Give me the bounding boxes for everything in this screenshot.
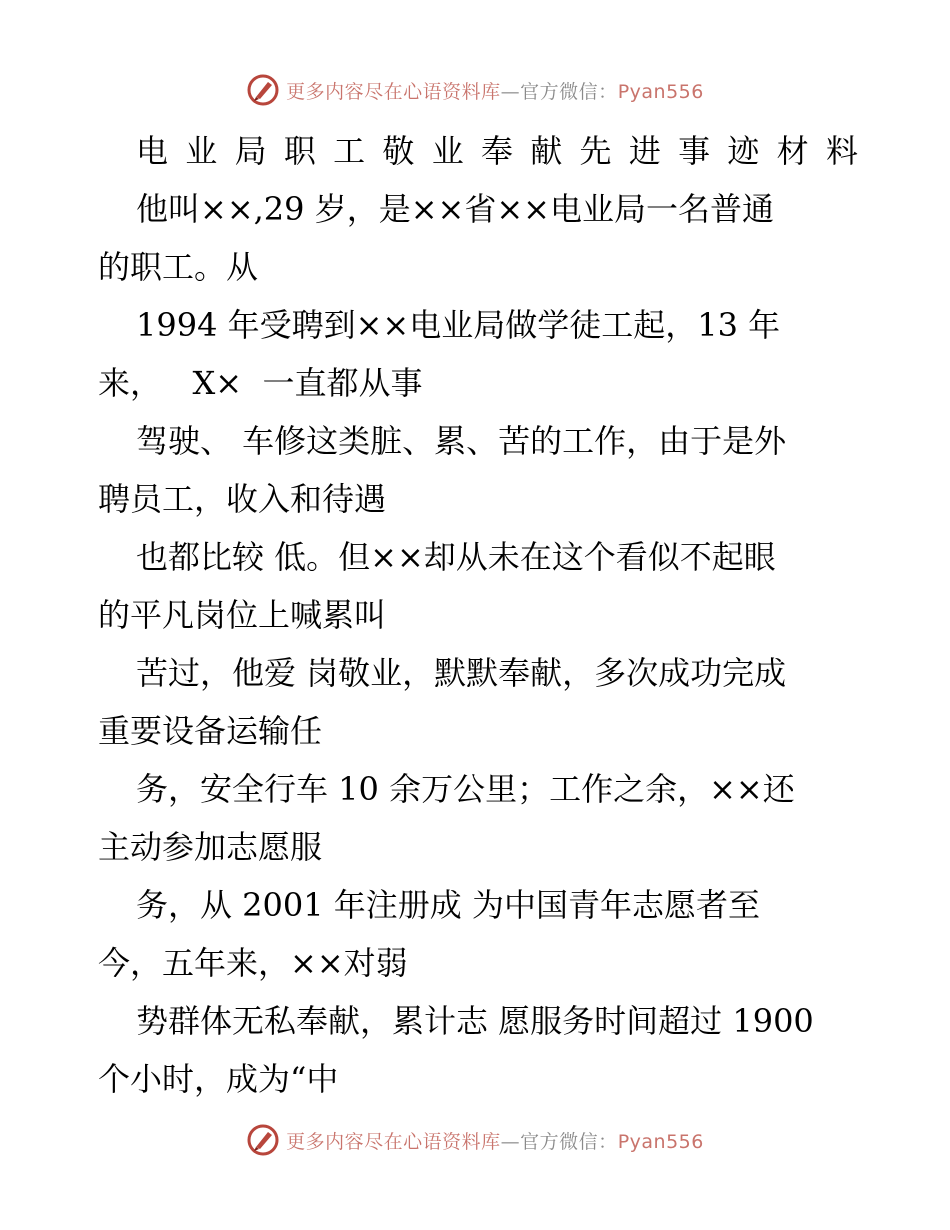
text-line: 重要设备运输任 <box>98 712 323 750</box>
text-line: 个小时，成为“中 <box>98 1060 339 1098</box>
text-line: 势群体无私奉献，累计志 愿服务时间超过 1900 <box>136 1002 814 1040</box>
text-line: 主动参加志愿服 <box>98 828 323 866</box>
title-char: 进 <box>628 132 661 170</box>
watermark-header <box>0 68 950 112</box>
watermark-id: Pyan556 <box>617 1130 704 1153</box>
text-line: 务，安全行车 10 余万公里；工作之余，××还 <box>136 770 795 808</box>
title-char: 献 <box>530 132 563 170</box>
watermark-id: Pyan556 <box>617 80 704 103</box>
title-char: 敬 <box>382 132 415 170</box>
text-line: 驾驶、 车修这类脏、累、苦的工作，由于是外 <box>136 422 787 460</box>
text-line: 1994 年受聘到××电业局做学徒工起，13 年 <box>136 306 781 344</box>
title-char: 奉 <box>480 132 513 170</box>
title-char: 迹 <box>727 132 760 170</box>
watermark-footer <box>0 1118 950 1162</box>
text-line: 的平凡岗位上喊累叫 <box>98 596 387 634</box>
text-line: 来， X× 一直都从事 <box>98 364 423 402</box>
text-line: 聘员工，收入和待遇 <box>98 480 387 518</box>
title-char: 职 <box>283 132 316 170</box>
title-char: 料 <box>825 132 858 170</box>
title-char: 电 <box>136 132 169 170</box>
watermark-dash: — <box>500 1130 521 1153</box>
watermark-official: 官方微信： <box>520 1130 618 1153</box>
title-char: 业 <box>431 132 464 170</box>
title-char: 事 <box>678 132 711 170</box>
text-line: 今，五年来，××对弱 <box>98 944 408 982</box>
title-char: 先 <box>579 132 612 170</box>
text-line: 的职工。从 <box>98 248 259 286</box>
pen-logo-icon <box>246 73 280 107</box>
text-line: 也都比较 低。但××却从未在这个看似不起眼 <box>136 538 776 576</box>
watermark-official: 官方微信： <box>520 80 618 103</box>
text-line: 他叫××,29 岁，是××省××电业局一名普通 <box>136 190 774 228</box>
title-char: 工 <box>333 132 366 170</box>
text-line: 务，从 2001 年注册成 为中国青年志愿者至 <box>136 886 760 924</box>
watermark-dash: — <box>500 80 521 103</box>
title-char: 业 <box>185 132 218 170</box>
document-body <box>98 122 858 1108</box>
title-char: 局 <box>234 132 267 170</box>
title-char: 材 <box>776 132 809 170</box>
pen-logo-icon <box>246 1123 280 1157</box>
document-title <box>98 122 858 180</box>
watermark-text <box>286 77 704 104</box>
text-line: 苦过，他爱 岗敬业，默默奉献，多次成功完成 <box>136 654 787 692</box>
watermark-text <box>286 1127 704 1154</box>
watermark-brand: 更多内容尽在心语资料库 <box>286 80 501 103</box>
watermark-brand: 更多内容尽在心语资料库 <box>286 1130 501 1153</box>
